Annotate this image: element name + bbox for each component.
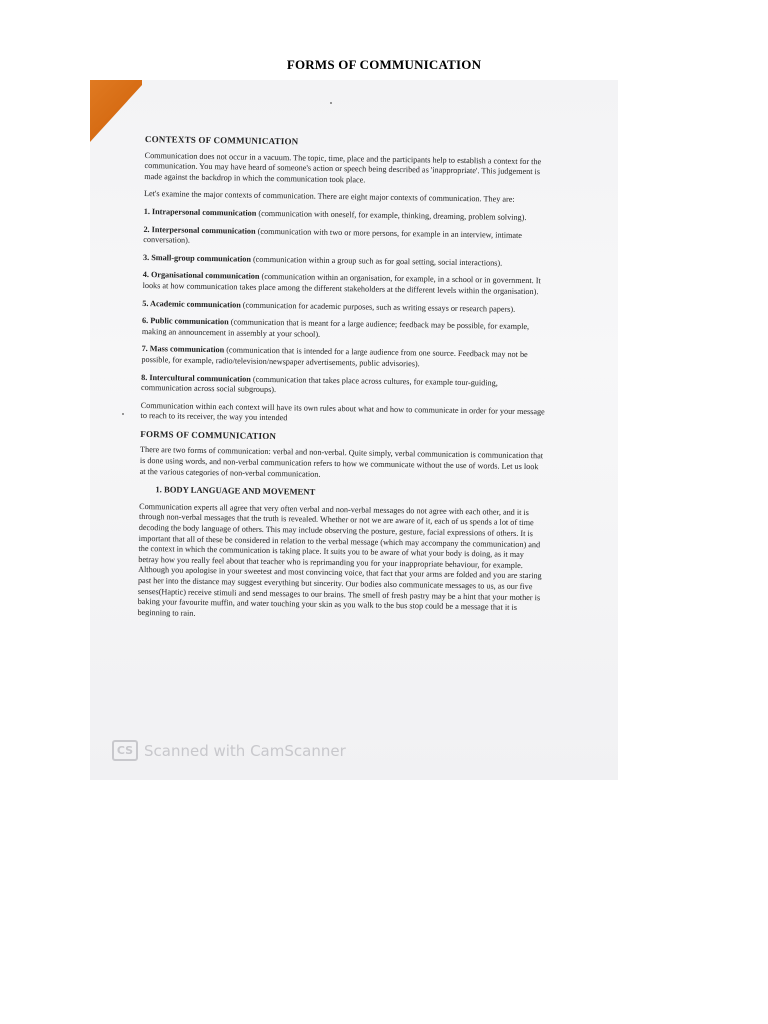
- context-item-small-group: [143, 253, 548, 270]
- scanned-page-image: [90, 80, 618, 780]
- context-item-organisational: [143, 270, 548, 298]
- context-term: 3. Small-group communication: [142, 252, 252, 264]
- context-term: 5. Academic communication: [142, 298, 241, 310]
- forms-paragraph: There are two forms of communication: verbal and non-verbal. Quite simply, verbal communication is communication that is done using words, and non-verbal communication refers to how we communicate without the use of words. Let us look at the various categories of non-verbal communication.: [139, 445, 544, 479]
- camscanner-logo-icon: CS: [112, 740, 138, 761]
- context-item-intrapersonal: [144, 207, 549, 224]
- page-title: FORMS OF COMMUNICATION: [286, 57, 482, 72]
- context-term: 8. Intercultural communication: [141, 372, 251, 384]
- contexts-heading: CONTEXTS OF COMMUNICATION: [144, 134, 299, 147]
- context-term: 4. Organisational communication: [142, 270, 260, 282]
- context-desc: (communication that takes place across cultures, for example tour-guiding, communication across social subgroups).: [140, 374, 498, 395]
- context-term: 2. Interpersonal communication: [143, 224, 256, 236]
- context-desc: (communication within a group such as for goal setting, social interactions).: [250, 254, 503, 268]
- context-desc: (communication that is intended for a large audience from one source. Feedback may not be possible, for example, radio/television/newspaper advertisements, public advisories).: [141, 345, 528, 369]
- context-desc: (communication with two or more persons, for example in an interview, intimate conversation).: [143, 226, 523, 245]
- body-language-paragraph: Communication experts all agree that very often verbal and non-verbal messages do not agree with each other, and it is through non-verbal messages that the truth is revealed. Whether or not we are aware of it, each of us spends a lot of time decoding the body language of others. This may include observing the posture, gesture, facial expressions of others. It is important that all of these be considered in relation to the verbal message (which may accompany the communication) and the context in which the communication is taking place. It suits you to be aware of what your body is doing, as it may betray how you really feel about that teacher who is reprimanding you for your inappropriate behaviour, for example. Although you apologise in your sweetest and most convincing voice, that fact that your arms are folded and you are staring past her into the distance may suggest everything but sincerity. Our bodies also communicate messages to us, as our five senses(Haptic) receive stimuli and send messages to our brains. The smell of fresh pastry may be a hint that your mother is baking your favourite muffin, and water touching your skin as you walk to the bus stop could be a message that it is beginning to rain.: [137, 501, 542, 618]
- context-term: 7. Mass communication: [141, 344, 225, 355]
- context-item-intercultural: [141, 372, 546, 400]
- forms-heading: FORMS OF COMMUNICATION: [140, 428, 277, 441]
- context-desc: (communication for academic purposes, such as writing essays or research papers).: [240, 300, 516, 314]
- watermark-text: Scanned with CamScanner: [144, 741, 346, 760]
- scanned-text-body: [137, 134, 550, 632]
- scan-speck: [330, 102, 332, 104]
- context-item-mass: [141, 344, 546, 372]
- contexts-lead: Let's examine the major contexts of communication. There are eight major contexts of communication. They are:: [143, 189, 515, 205]
- context-desc: (communication within an organisation, for example, in a school or in government. It looks at how communication takes place among the different stakeholders at the different levels within the organisation).: [142, 272, 541, 297]
- context-desc: (communication that is meant for a large audience; feedback may be possible, for example, making an announcement in assembly at your school).: [141, 317, 530, 339]
- intro-paragraph: Communication does not occur in a vacuum. The topic, time, place and the participants help to establish a context for the communication. You may have heard of someone's action or speech being described as 'inappropriate'. This judgement is made against the backdrop in which the communication took place.: [144, 150, 542, 185]
- context-term: 6. Public communication: [141, 316, 229, 327]
- contexts-closing: Communication within each context will have its own rules about what and how to communicate in order for your message to reach to its receiver, the way you intended: [140, 400, 545, 423]
- context-item-interpersonal: [143, 225, 548, 253]
- context-item-public: [142, 316, 547, 344]
- camscanner-watermark: [112, 740, 346, 761]
- body-language-heading: 1. BODY LANGUAGE AND MOVEMENT: [155, 484, 316, 497]
- scan-speck: [122, 413, 124, 415]
- orange-corner-fold: [90, 80, 142, 142]
- context-item-academic: [142, 299, 547, 316]
- context-desc: (communication with oneself, for example, thinking, dreaming, problem solving).: [256, 208, 527, 222]
- context-term: 1. Intrapersonal communication: [143, 206, 257, 218]
